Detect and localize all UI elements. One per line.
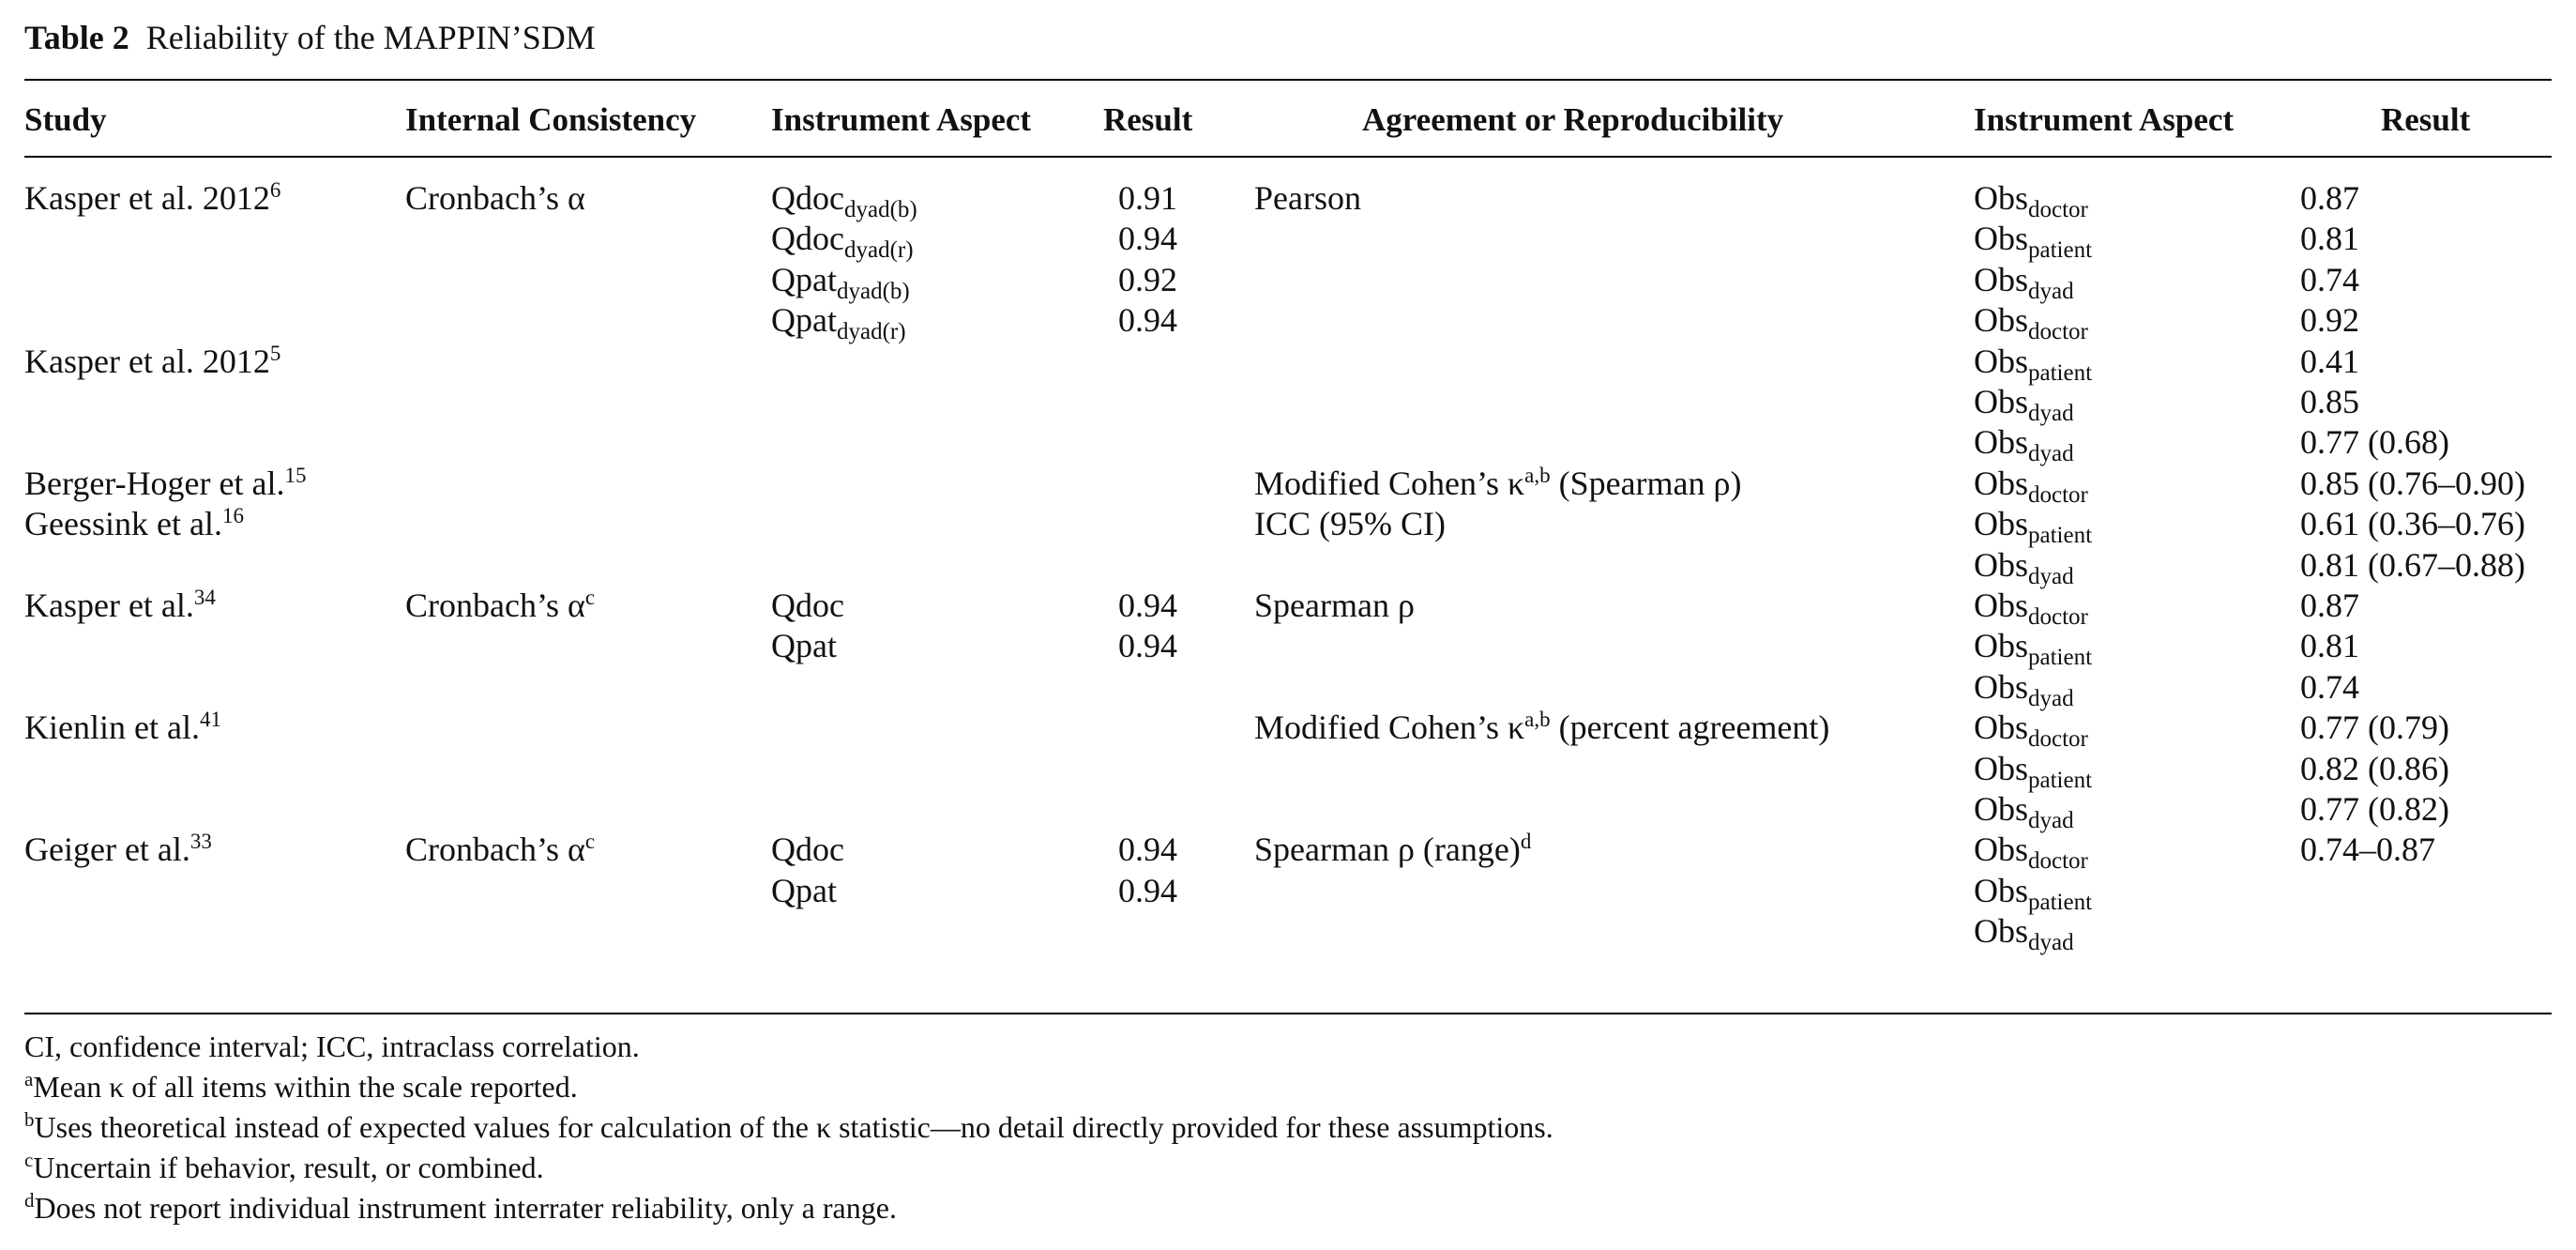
header-rule [24,156,2552,158]
table-footnotes [24,1027,1553,1228]
header-study: Study [24,101,107,138]
internal-instrument-aspect: Qpat [771,627,837,665]
study-name: Kasper et al. 2012$^5$ [24,341,281,380]
agreement-instrument-aspect: Obs$_{patient}$ [1974,505,2093,549]
agreement-instrument-aspect: Obs$_{dyad}$ [1974,667,2074,711]
agreement-instrument-aspect: Obs$_{patient}$ [1974,342,2093,386]
agreement-result: 0.87 [2300,587,2359,624]
header-instrument-aspect-2: Instrument Aspect [1974,101,2235,138]
agreement-result: 0.77 (0.68) [2300,423,2449,462]
table-label: Table 2 [24,19,129,56]
header-instrument-aspect-1: Instrument Aspect [771,101,1032,138]
agreement-instrument-aspect: Obs$_{doctor}$ [1974,709,2088,753]
internal-instrument-aspect: Qdoc [771,587,844,624]
agreement-result: 0.74 [2300,667,2359,706]
agreement-result: 0.74 [2300,260,2359,298]
agreement-instrument-aspect: Obs$_{doctor}$ [1974,587,2088,630]
agreement-result: 0.87 [2300,179,2359,217]
agreement-result: 0.81 [2300,220,2359,258]
agreement-instrument-aspect: Obs$_{dyad}$ [1974,423,2074,467]
table-caption [24,17,596,58]
agreement-result: 0.82 (0.86) [2300,749,2449,787]
internal-result: 0.94 [1118,301,1177,340]
agreement-instrument-aspect: Obs$_{dyad}$ [1974,260,2074,304]
study-name: Kasper et al.$^{34}$ [24,586,216,624]
study-name: Berger-Hoger et al.$^{15}$ [24,463,307,502]
footnote: CI, confidence interval; ICC, intraclass correlation. [24,1029,640,1063]
agreement-instrument-aspect: Obs$_{patient}$ [1974,627,2093,671]
internal-instrument-aspect: Qpat$_{dyad(b)}$ [771,260,910,304]
internal-consistency: Cronbach’s $\alpha^c$ [405,830,596,869]
internal-instrument-aspect: Qpat$_{dyad(r)}$ [771,301,906,345]
footnote: $^b$Uses theoretical instead of expected values for calculation of the κ statistic—no detail directly provided for these assumptions. [24,1108,1553,1144]
study-name: Kasper et al. 2012$^6$ [24,178,281,217]
header-result-2: Result [2381,101,2471,138]
internal-result: 0.94 [1118,831,1177,869]
internal-result: 0.94 [1118,220,1177,258]
internal-consistency: Cronbach’s $\alpha^c$ [405,586,596,624]
agreement-result: 0.81 (0.67–0.88) [2300,545,2525,584]
agreement-instrument-aspect: Obs$_{patient}$ [1974,220,2093,264]
bottom-rule [24,1013,2552,1014]
internal-instrument-aspect: Qdoc$_{dyad(r)}$ [771,220,914,264]
agreement-instrument-aspect: Obs$_{doctor}$ [1974,831,2088,875]
agreement-result: 0.92 [2300,301,2359,340]
study-name: Kienlin et al.$^{41}$ [24,708,221,747]
agreement-result: 0.74–0.87 [2300,831,2435,869]
agreement-result: 0.41 [2300,342,2359,380]
agreement-method: Modified Cohen’s $\kappa^{a,b}$ (percent agreement) [1254,708,1830,747]
agreement-instrument-aspect: Obs$_{doctor}$ [1974,464,2088,508]
footnote: $^d$Does not report individual instrument interrater reliability, only a range. [24,1189,897,1225]
header-agreement: Agreement or Reproducibility [1362,101,1784,138]
agreement-instrument-aspect: Obs$_{patient}$ [1974,871,2093,915]
agreement-result: 0.77 (0.79) [2300,709,2449,747]
study-name: Geiger et al.$^{33}$ [24,830,212,869]
agreement-instrument-aspect: Obs$_{dyad}$ [1974,383,2074,426]
agreement-instrument-aspect: Obs$_{dyad}$ [1974,545,2074,589]
top-rule [24,79,2552,81]
footnote: $^c$Uncertain if behavior, result, or combined. [24,1149,544,1184]
internal-instrument-aspect: Qdoc [771,831,844,869]
agreement-method: Pearson [1254,179,1361,217]
agreement-instrument-aspect: Obs$_{doctor}$ [1974,179,2088,222]
header-result-1: Result [1103,101,1193,138]
internal-result: 0.94 [1118,587,1177,624]
internal-result: 0.92 [1118,260,1177,298]
agreement-result: 0.85 [2300,383,2359,420]
agreement-result: 0.77 (0.82) [2300,790,2449,828]
header-internal-consistency: Internal Consistency [405,101,697,138]
agreement-method: Modified Cohen’s $\kappa^{a,b}$ (Spearman ρ) [1254,463,1742,502]
agreement-result: 0.61 (0.36–0.76) [2300,505,2525,543]
agreement-result: 0.85 (0.76–0.90) [2300,464,2525,502]
agreement-method: Spearman ρ [1254,587,1415,624]
internal-instrument-aspect: Qdoc$_{dyad(b)}$ [771,179,917,222]
internal-result: 0.94 [1118,871,1177,909]
internal-result: 0.91 [1118,179,1177,217]
agreement-instrument-aspect: Obs$_{dyad}$ [1974,912,2074,956]
footnote: $^a$Mean κ of all items within the scale reported. [24,1068,578,1104]
internal-result: 0.94 [1118,627,1177,665]
internal-consistency: Cronbach’s α [405,179,585,217]
agreement-method: Spearman ρ (range)$^d$ [1254,830,1532,869]
study-name: Geessink et al.$^{16}$ [24,504,244,543]
internal-instrument-aspect: Qpat [771,871,837,909]
agreement-instrument-aspect: Obs$_{patient}$ [1974,749,2093,793]
agreement-method: ICC (95% CI) [1254,505,1446,543]
agreement-instrument-aspect: Obs$_{doctor}$ [1974,301,2088,345]
table-title: Reliability of the MAPPIN’SDM [145,19,596,56]
agreement-instrument-aspect: Obs$_{dyad}$ [1974,790,2074,833]
agreement-result: 0.81 [2300,627,2359,665]
